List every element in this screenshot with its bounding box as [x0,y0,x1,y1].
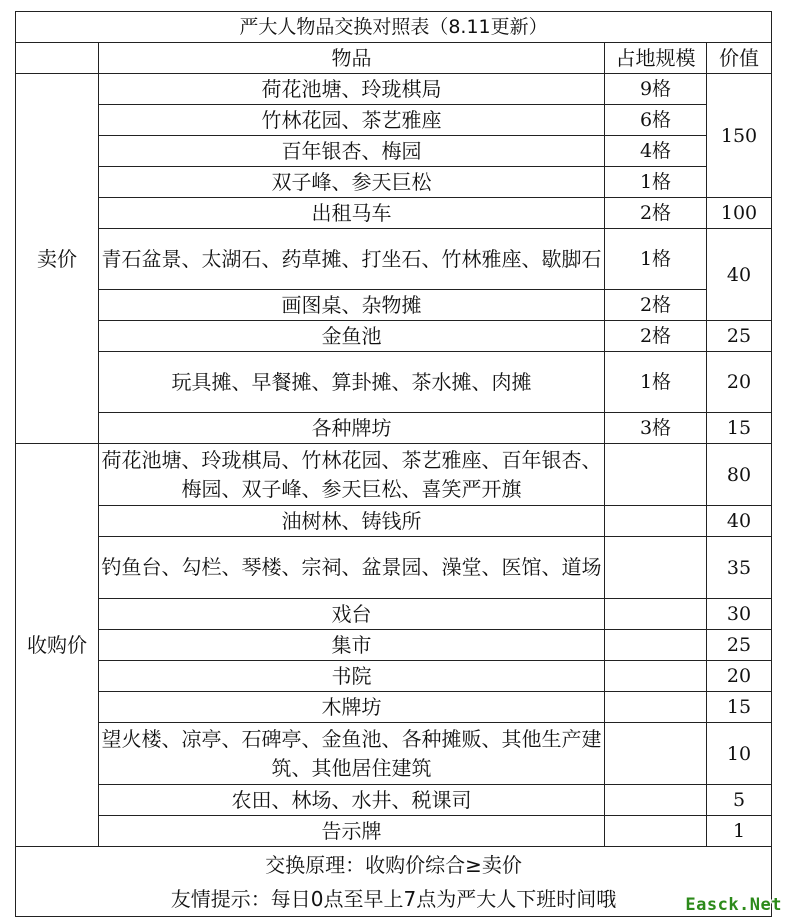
sell-item: 荷花池塘、玲珑棋局 [99,74,605,105]
sell-section-label: 卖价 [16,74,99,444]
buy-item: 油树林、铸钱所 [99,506,605,537]
sell-size: 3格 [605,413,707,444]
buy-value: 20 [707,661,772,692]
buy-section-label: 收购价 [16,444,99,847]
buy-item: 告示牌 [99,816,605,847]
sell-size: 6格 [605,105,707,136]
buy-item: 荷花池塘、玲珑棋局、竹林花园、茶艺雅座、百年银杏、梅园、双子峰、参天巨松、喜笑严开旗 [99,444,605,506]
site-watermark: Easck.Net [685,895,782,915]
buy-size-blank [605,444,707,506]
buy-value: 25 [707,630,772,661]
sell-value: 20 [707,352,772,413]
sell-item: 双子峰、参天巨松 [99,167,605,198]
sell-value: 100 [707,198,772,229]
buy-size-blank [605,630,707,661]
buy-value: 5 [707,785,772,816]
buy-item: 望火楼、凉亭、石碑亭、金鱼池、各种摊贩、其他生产建筑、其他居住建筑 [99,723,605,785]
sell-item: 各种牌坊 [99,413,605,444]
header-blank [16,43,99,74]
buy-size-blank [605,537,707,599]
sell-item: 画图桌、杂物摊 [99,290,605,321]
footer-notes [16,847,772,917]
header-value: 价值 [707,43,772,74]
sell-size: 1格 [605,167,707,198]
sell-item: 金鱼池 [99,321,605,352]
buy-size-blank [605,661,707,692]
exchange-principle: 交换原理：收购价综合≥卖价 [265,852,522,877]
sell-value: 40 [707,229,772,321]
buy-value: 1 [707,816,772,847]
buy-size-blank [605,816,707,847]
sell-size: 2格 [605,321,707,352]
header-item: 物品 [99,43,605,74]
sell-size: 4格 [605,136,707,167]
sell-item: 竹林花园、茶艺雅座 [99,105,605,136]
buy-value: 40 [707,506,772,537]
sell-item: 玩具摊、早餐摊、算卦摊、茶水摊、肉摊 [99,352,605,413]
buy-item: 书院 [99,661,605,692]
sell-value: 25 [707,321,772,352]
sell-value: 15 [707,413,772,444]
buy-item: 农田、林场、水井、税课司 [99,785,605,816]
sell-size: 9格 [605,74,707,105]
buy-size-blank [605,599,707,630]
exchange-table [15,11,772,917]
sell-item: 出租马车 [99,198,605,229]
buy-value: 10 [707,723,772,785]
buy-item: 钓鱼台、勾栏、琴楼、宗祠、盆景园、澡堂、医馆、道场 [99,537,605,599]
buy-value: 35 [707,537,772,599]
buy-value: 30 [707,599,772,630]
buy-item: 戏台 [99,599,605,630]
buy-value: 80 [707,444,772,506]
sell-size: 1格 [605,352,707,413]
sell-size: 1格 [605,229,707,290]
friendly-tip: 友情提示：每日0点至早上7点为严大人下班时间哦 [170,886,617,911]
sell-value: 150 [707,74,772,198]
buy-size-blank [605,723,707,785]
sell-size: 2格 [605,290,707,321]
header-size: 占地规模 [605,43,707,74]
buy-value: 15 [707,692,772,723]
buy-item: 木牌坊 [99,692,605,723]
buy-size-blank [605,506,707,537]
buy-item: 集市 [99,630,605,661]
table-title: 严大人物品交换对照表（8.11更新） [16,12,772,43]
sell-size: 2格 [605,198,707,229]
buy-size-blank [605,692,707,723]
sell-item: 百年银杏、梅园 [99,136,605,167]
sell-item: 青石盆景、太湖石、药草摊、打坐石、竹林雅座、歇脚石 [99,229,605,290]
buy-size-blank [605,785,707,816]
